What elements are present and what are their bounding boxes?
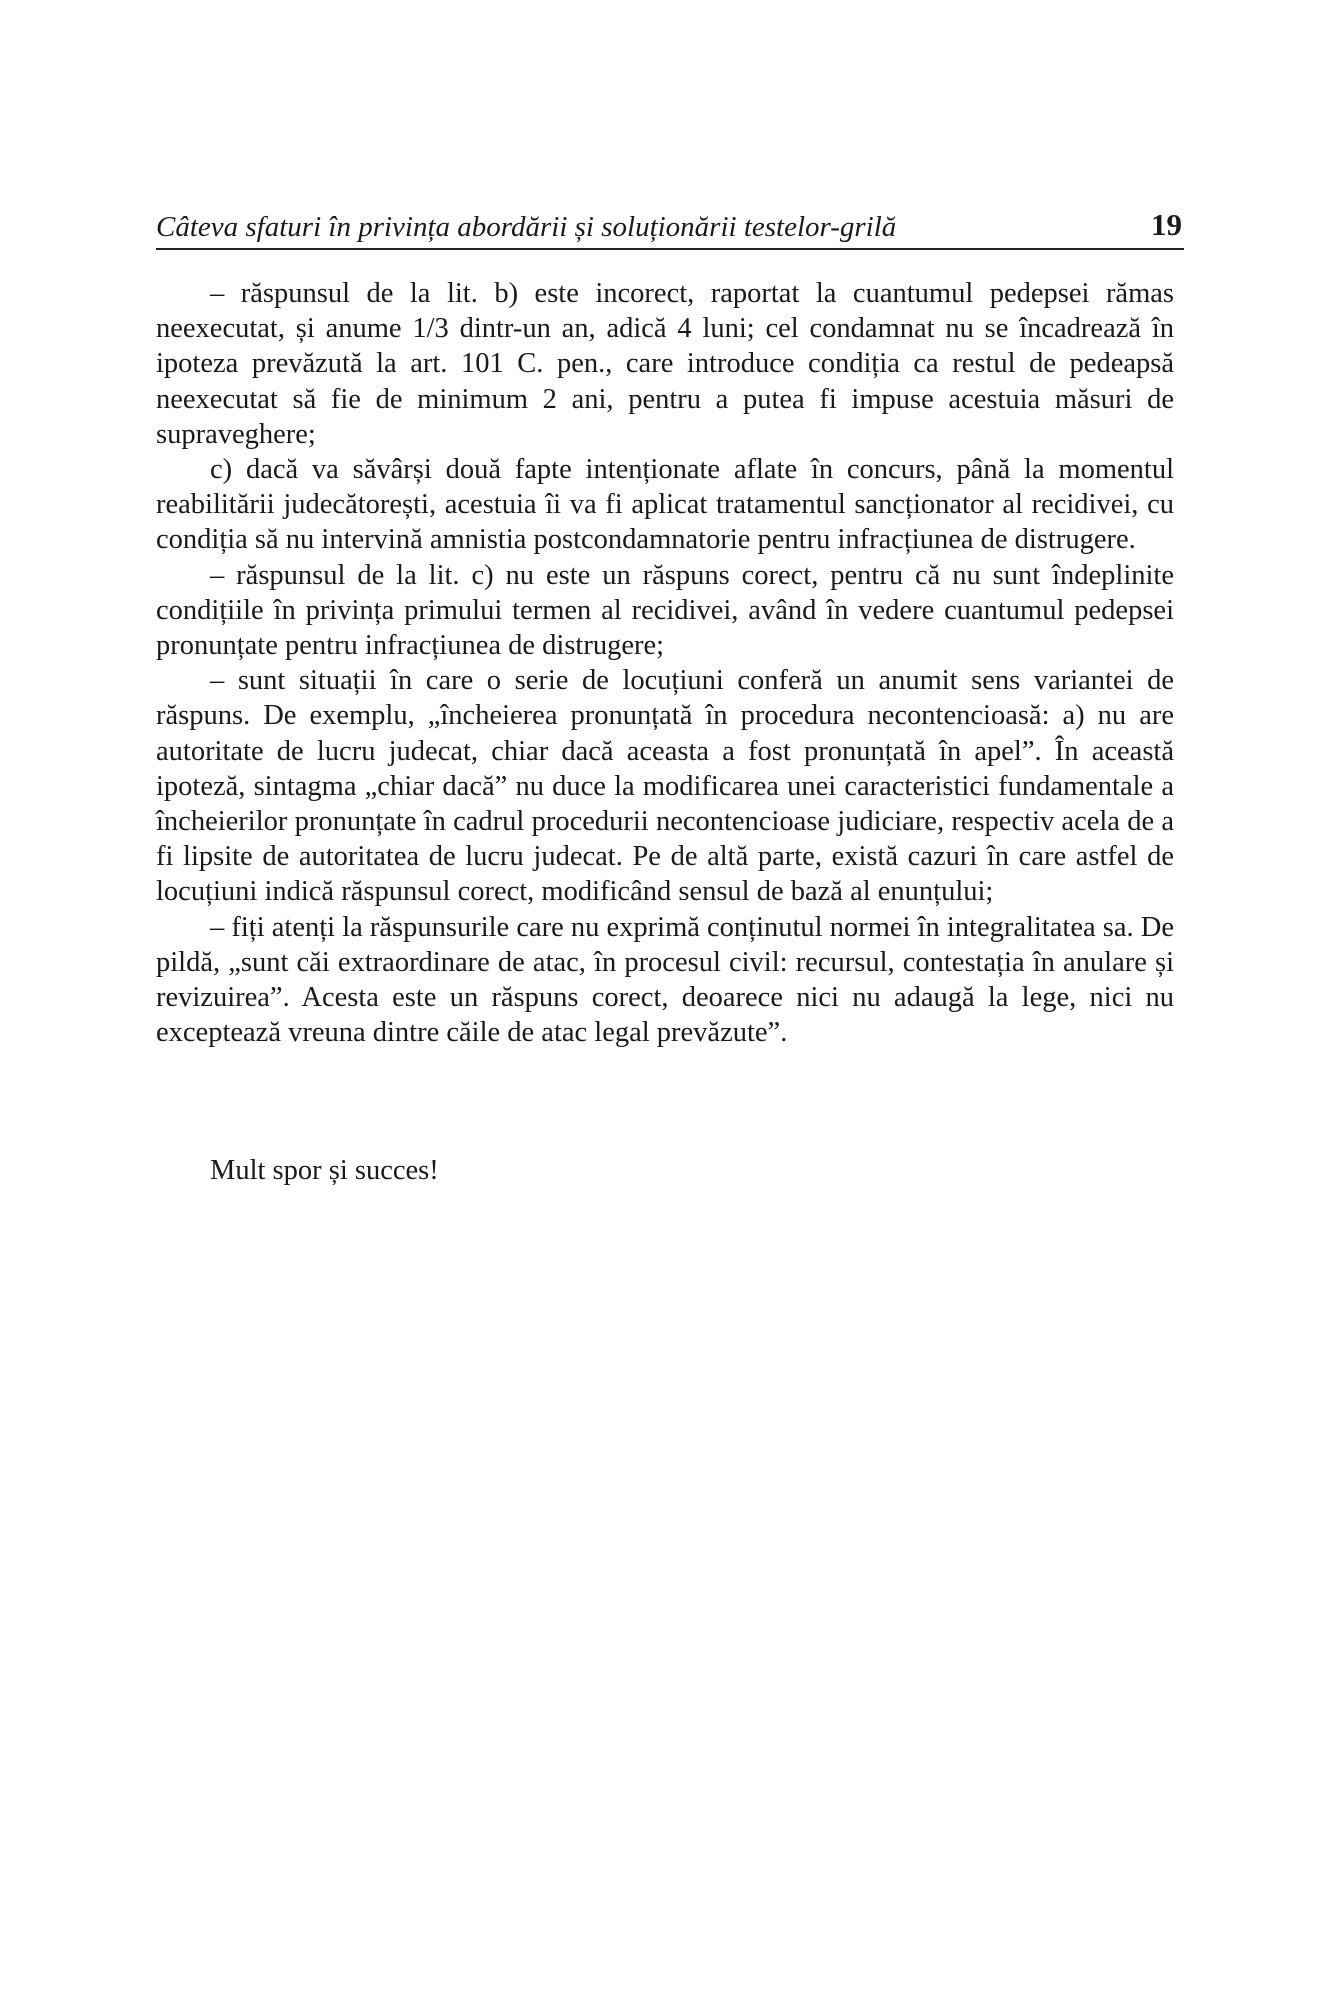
paragraph: – sunt situații în care o serie de locuțiuni conferă un anumit sens variantei de răspuns. De exemplu, „încheierea pronunțată în procedura necontencioasă: a) nu are autoritate de lucru judecat, chiar dacă aceasta a fost pronunțată în apel”. În această ipoteză, sintagma „chiar dacă” nu duce la modificarea unei caracteristici fundamentale a încheierilor pronunțate în cadrul procedurii necontencioase judiciare, respectiv acela de a fi lipsite de autoritatea de lucru judecat. Pe de altă parte, există cazuri în care astfel de locuțiuni indică răspunsul corect, modificând sensul de bază al enunțului; <box>156 665 1174 908</box>
running-title: Câteva sfaturi în privința abordării și soluționării testelor-grilă <box>156 211 897 243</box>
paragraph: – fiți atenți la răspunsurile care nu exprimă conținutul normei în integralitatea sa. De pildă, „sunt căi extraordinare de atac, în procesul civil: recursul, contestația în anulare și revizuirea”. Acesta este un răspuns corect, deoarece nici nu adaugă la lege, nici nu exceptează vreuna dintre căile de atac legal prevăzute”. <box>156 911 1174 1049</box>
paragraph: – răspunsul de la lit. c) nu este un răspuns corect, pentru că nu sunt îndeplinite condițiile în privința primului termen al recidivei, având în vedere cuantumul pedepsei pronunțate pentru infracțiunea de distrugere; <box>156 559 1174 662</box>
closing-line: Mult spor și succes! <box>210 1155 439 1186</box>
paragraph: – răspunsul de la lit. b) este incorect, raportat la cuantumul pedepsei rămas neexecutat, și anume 1/3 dintr-un an, adică 4 luni; cel condamnat nu se încadrează în ipoteza prevăzută la art. 101 C. pen., care introduce condiția ca restul de pedeapsă neexecutat să fie de minimum 2 ani, pentru a putea fi impuse acestuia măsuri de supraveghere; <box>156 278 1174 450</box>
running-header <box>156 208 1184 250</box>
paragraph: c) dacă va săvârși două fapte intenționate aflate în concurs, până la momentul reabilitării judecătorești, acestuia îi va fi aplicat tratamentul sancționator al recidivei, cu condiția să nu intervină amnistia postcondamnatorie pentru infracțiunea de distrugere. <box>156 454 1174 556</box>
page-number: 19 <box>1151 207 1182 242</box>
body-text <box>156 276 1174 1050</box>
